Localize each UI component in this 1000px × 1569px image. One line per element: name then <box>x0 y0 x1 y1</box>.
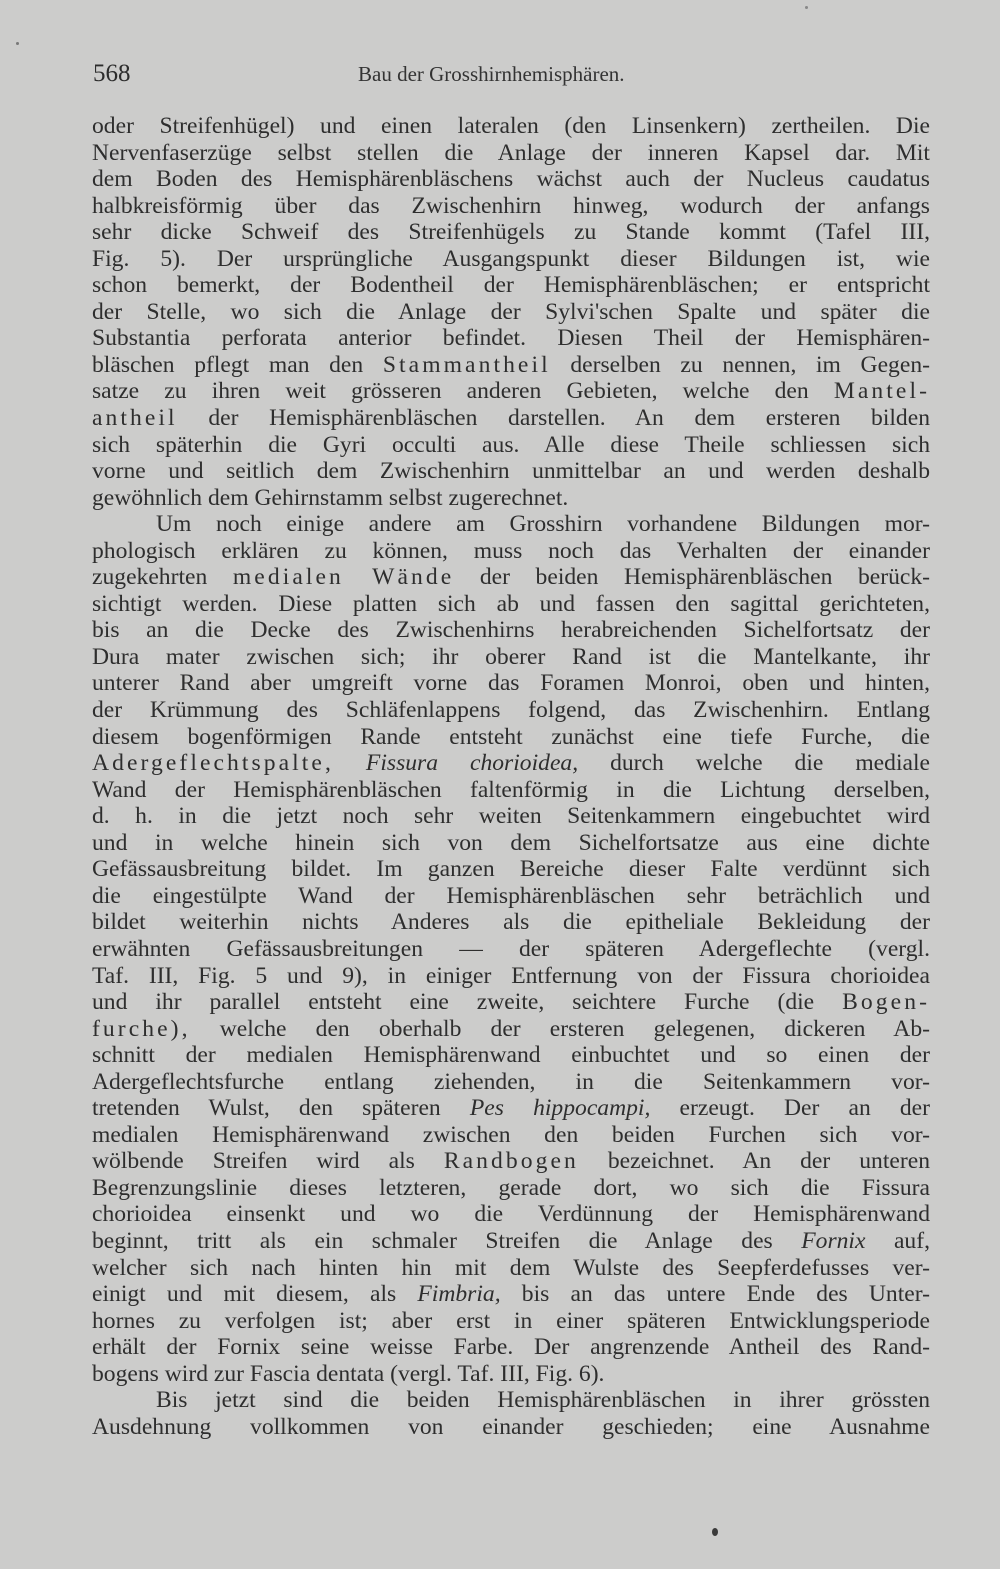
spaced-term: Adergeflechtspalte, <box>92 750 334 777</box>
text-run: unterer Rand aber umgreift vorne das Foramen Monroi, oben und hinten, <box>92 670 930 697</box>
text-run: schnitt der medialen Hemisphärenwand einbuchtet und so einen der <box>92 1042 930 1069</box>
text-run: erhält der Fornix seine weisse Farbe. Der angrenzende Antheil des Rand- <box>92 1334 930 1361</box>
text-line <box>92 777 930 804</box>
text-line <box>92 591 930 618</box>
text-line <box>92 352 930 379</box>
text-run: vorne und seitlich dem Zwischenhirn unmittelbar an und werden deshalb <box>92 458 930 485</box>
spaced-term: Randbogen <box>443 1148 579 1175</box>
text-run: bezeichnet. An der unteren <box>578 1148 930 1175</box>
spaced-term: furche), <box>92 1015 191 1042</box>
text-line <box>92 378 930 405</box>
text-line <box>92 1308 930 1335</box>
text-run: bis an das untere Ende des Unter- <box>500 1281 931 1308</box>
text-line <box>92 1042 930 1069</box>
text-run: medialen Hemisphärenwand zwischen den beiden Furchen sich vor- <box>92 1121 930 1148</box>
text-line <box>92 1122 930 1149</box>
text-run: erzeugt. Der an der <box>650 1095 931 1122</box>
text-line <box>92 750 930 777</box>
text-line <box>92 644 930 671</box>
text-run: Gefässausbreitung bildet. Im ganzen Bereiche dieser Falte verdünnt sich <box>92 856 930 883</box>
italic-term: Pes hippocampi, <box>469 1095 651 1122</box>
text-line <box>92 1095 930 1122</box>
text-run: durch welche die mediale <box>578 750 931 777</box>
text-line <box>92 1148 930 1175</box>
text-run: der Stelle, wo sich die Anlage der Sylvi'schen Spalte und später die <box>92 298 930 325</box>
text-run: und in welche hinein sich von dem Sichelfortsatze aus eine dichte <box>92 829 930 856</box>
text-line <box>92 670 930 697</box>
text-run: sichtigt werden. Diese platten sich ab und fassen den sagittal gerichteten, <box>92 590 930 617</box>
text-run: der Hemisphärenbläschen darstellen. An dem ersteren bilden <box>177 405 930 432</box>
page-number: 568 <box>93 60 131 87</box>
text-line <box>92 883 930 910</box>
text-line <box>92 1228 930 1255</box>
text-line <box>92 803 930 830</box>
spaced-term: Mantel- <box>833 378 930 405</box>
text-line <box>92 936 930 963</box>
text-line <box>92 405 930 432</box>
text-line <box>92 272 930 299</box>
text-run: bogens wird zur Fascia dentata (vergl. Taf. III, Fig. 6). <box>92 1360 605 1387</box>
text-line <box>92 538 930 565</box>
text-line <box>92 166 930 193</box>
text-run: phologisch erklären zu können, muss noch das Verhalten der einander <box>92 537 930 564</box>
text-run: welche den oberhalb der ersteren gelegenen, dickeren Ab- <box>190 1015 930 1042</box>
text-line <box>92 1334 930 1361</box>
text-line <box>92 1281 930 1308</box>
text-line <box>92 325 930 352</box>
text-line <box>92 1255 930 1282</box>
text-run: Begrenzungslinie dieses letzteren, gerade dort, wo sich die Fissura <box>92 1174 930 1201</box>
text-run: zugekehrten <box>92 564 233 591</box>
text-line <box>92 856 930 883</box>
text-run: oder Streifenhügel) und einen lateralen (den Linsenkern) zertheilen. Die <box>92 113 930 139</box>
text-run: tretenden Wulst, den späteren <box>92 1095 470 1122</box>
text-line <box>92 1069 930 1096</box>
text-run: der beiden Hemisphärenbläschen berück- <box>454 564 930 591</box>
text-run: halbkreisförmig über das Zwischenhirn hinweg, wodurch der anfangs <box>92 192 930 219</box>
spaced-term: Stammantheil <box>382 351 551 378</box>
running-head: Bau der Grosshirnhemisphären. <box>358 62 625 86</box>
text-line <box>92 724 930 751</box>
text-line <box>92 989 930 1016</box>
text-run: Wand der Hemisphärenbläschen faltenförmig in die Lichtung derselben, <box>92 776 930 803</box>
text-line <box>92 485 930 512</box>
text-line <box>92 697 930 724</box>
italic-term: Fornix <box>801 1227 866 1254</box>
text-run: dem Boden des Hemisphärenbläschens wächst auch der Nucleus caudatus <box>92 166 930 193</box>
text-run: und ihr parallel entsteht eine zweite, seichtere Furche (die <box>92 989 843 1016</box>
text-run: Taf. III, Fig. 5 und 9), in einiger Entfernung von der Fissura chorioidea <box>92 962 930 989</box>
text-run: beginnt, tritt als ein schmaler Streifen die Anlage des <box>92 1227 802 1254</box>
text-run: gewöhnlich dem Gehirnstamm selbst zugerechnet. <box>92 484 569 511</box>
spaced-term: antheil <box>92 405 178 432</box>
text-run: welcher sich nach hinten hin mit dem Wulste des Seepferdefusses ver- <box>92 1254 930 1281</box>
text-line <box>92 432 930 459</box>
text-line <box>92 830 930 857</box>
text-run <box>334 750 366 776</box>
text-run: Fig. 5). Der ursprüngliche Ausgangspunkt dieser Bildungen ist, wie <box>92 245 930 272</box>
text-run: erwähnten Gefässausbreitungen — der späteren Adergeflechte (vergl. <box>92 935 930 962</box>
text-line <box>92 1414 930 1441</box>
text-line <box>92 299 930 326</box>
spaced-term: medialen Wände <box>232 564 455 591</box>
text-run: auf, <box>865 1227 930 1254</box>
text-run: die eingestülpte Wand der Hemisphärenbläschen sehr beträchlich und <box>92 882 930 909</box>
text-line <box>92 617 930 644</box>
text-line <box>92 1175 930 1202</box>
text-run: hornes zu verfolgen ist; aber erst in einer späteren Entwicklungsperiode <box>92 1307 930 1334</box>
text-run: sehr dicke Schweif des Streifenhügels zu Stande kommt (Tafel III, <box>92 219 930 246</box>
text-line <box>92 511 930 538</box>
text-line <box>92 1387 930 1414</box>
text-line <box>92 113 930 140</box>
text-run: bläschen pflegt man den <box>92 351 383 378</box>
text-run: Bis jetzt sind die beiden Hemisphärenbläschen in ihrer grössten <box>156 1387 930 1414</box>
text-run: diesem bogenförmigen Rande entsteht zunächst eine tiefe Furche, die <box>92 723 930 750</box>
body-text <box>92 113 930 1440</box>
printer-speck <box>16 42 19 45</box>
text-run: Adergeflechtsfurche entlang ziehenden, in die Seitenkammern vor- <box>92 1068 930 1095</box>
spaced-term: Bogen- <box>842 989 930 1016</box>
text-run: Ausdehnung vollkommen von einander geschieden; eine Ausnahme <box>92 1413 930 1440</box>
text-line <box>92 1016 930 1043</box>
italic-term: Fimbria, <box>417 1281 501 1308</box>
text-run: sich späterhin die Gyri occulti aus. Alle diese Theile schliessen sich <box>92 431 930 458</box>
text-run: Nervenfaserzüge selbst stellen die Anlage der inneren Kapsel dar. Mit <box>92 139 930 166</box>
text-run: der Krümmung des Schläfenlappens folgend, das Zwischenhirn. Entlang <box>92 697 930 724</box>
text-line <box>92 1201 930 1228</box>
text-run: einigt und mit diesem, als <box>92 1281 418 1308</box>
text-run: Dura mater zwischen sich; ihr oberer Rand ist die Mantelkante, ihr <box>92 643 930 670</box>
text-line <box>92 909 930 936</box>
text-run: bis an die Decke des Zwischenhirns herabreichenden Sichelfortsatz der <box>92 617 930 644</box>
text-run: bildet weiterhin nichts Anderes als die epitheliale Bekleidung der <box>92 909 930 936</box>
text-run: wölbende Streifen wird als <box>92 1148 444 1175</box>
text-line <box>92 963 930 990</box>
printer-speck <box>805 6 808 9</box>
page-header <box>93 60 693 90</box>
text-line <box>92 193 930 220</box>
text-run: satze zu ihren weit grösseren anderen Gebieten, welche den <box>92 378 834 405</box>
text-line <box>92 219 930 246</box>
text-run: derselben zu nennen, im Gegen- <box>550 351 930 378</box>
text-run: schon bemerkt, der Bodentheil der Hemisphärenbläschen; er entspricht <box>92 272 930 299</box>
text-run: chorioidea einsenkt und wo die Verdünnung der Hemisphärenwand <box>92 1201 930 1228</box>
text-line <box>92 140 930 167</box>
italic-term: Fissura chorioidea, <box>365 750 579 777</box>
printer-speck <box>712 1528 718 1536</box>
text-line <box>92 564 930 591</box>
text-line <box>92 458 930 485</box>
text-run: d. h. in die jetzt noch sehr weiten Seitenkammern eingebuchtet wird <box>92 803 930 830</box>
text-line <box>92 1361 930 1388</box>
text-run: Substantia perforata anterior befindet. Diesen Theil der Hemisphären- <box>92 325 930 352</box>
text-line <box>92 246 930 273</box>
text-run: Um noch einige andere am Grosshirn vorhandene Bildungen mor- <box>156 511 930 538</box>
